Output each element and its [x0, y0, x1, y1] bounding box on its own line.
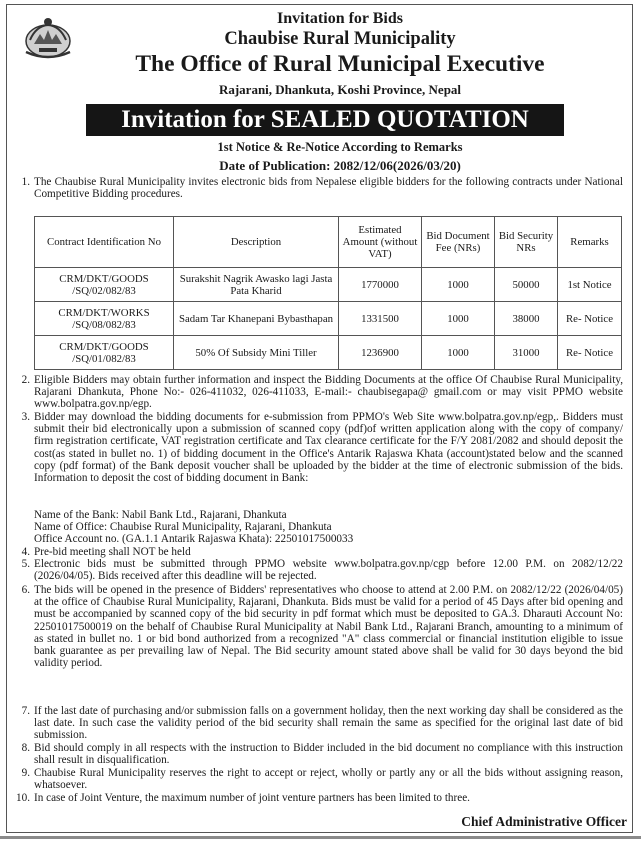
fee-cell: 1000: [422, 336, 495, 370]
table-header-row: [35, 217, 622, 268]
column-header: Remarks: [558, 217, 622, 268]
remarks-cell: Re- Notice: [558, 302, 622, 336]
description-cell: 50% Of Subsidy Mini Tiller: [174, 336, 339, 370]
clause-number: 10.: [16, 792, 30, 804]
clause-number: 5.: [21, 558, 30, 570]
table-row: [35, 302, 622, 336]
clause-text: Bid should comply in all respects with the instruction to Bidder included in the bid document no compliance with this instruction shall result in disqualification.: [34, 742, 623, 767]
clause-number: 6.: [21, 584, 30, 596]
amount-cell: 1770000: [339, 268, 422, 302]
table-row: [35, 268, 622, 302]
sealed-quotation-banner: Invitation for SEALED QUOTATION: [86, 104, 564, 136]
column-header: Description: [174, 217, 339, 268]
clause-text: Pre-bid meeting shall NOT be held: [34, 546, 191, 558]
clause-number: 4.: [21, 546, 30, 558]
remarks-cell: Re- Notice: [558, 336, 622, 370]
security-cell: 38000: [495, 302, 558, 336]
clause-text: If the last date of purchasing and/or submission falls on a government holiday, then the next working day shall be considered as the last date. In such case the validity period of the bid security shall remain the same as specified for the original last date of bid submission.: [34, 705, 623, 742]
security-cell: 50000: [495, 268, 558, 302]
column-header: Bid Security NRs: [495, 217, 558, 268]
signature-title: Chief Administrative Officer: [461, 814, 627, 829]
contract-id-cell: CRM/DKT/WORKS /SQ/08/082/83: [35, 302, 174, 336]
office-name-line: Name of Office: Chaubise Rural Municipality, Rajarani, Dhankuta: [34, 521, 332, 533]
municipality-name: Chaubise Rural Municipality: [224, 29, 456, 49]
amount-cell: 1331500: [339, 302, 422, 336]
notice-line: 1st Notice & Re-Notice According to Remarks: [217, 140, 463, 154]
clause-text: The bids will be opened in the presence of Bidders' representatives who choose to attend at 2.00 P.M. on 2082/12/22 (2026/04/05) at the office of Chaubise Rural Municipality, Rajarani, Dhankuta. Bids must be valid for a period of 45 Days after bid opening and must be accompanied by scanned copy of the bid security in pdf format which must be deposited to GA.3. Dharauti Account No: 22501017500019 on the behalf of Chaubise Rural Municipality at Nabil Bank Ltd., Rajarani Branch, amounting to a minimum of as stated in bullet no. 1 or bid bond authorized from a recognized "A" class commercial or financial institution eligible to issue bank guarantee as per prevailing law of Nepal. The Bid security amount stated above shall be valid for 30 days beyond the bid validity period.: [34, 584, 623, 670]
column-header: Estimated Amount (without VAT): [339, 217, 422, 268]
description-cell: Surakshit Nagrik Awasko lagi Jasta Pata Kharid: [174, 268, 339, 302]
contract-id-cell: CRM/DKT/GOODS /SQ/02/082/83: [35, 268, 174, 302]
clause-number: 2.: [21, 374, 30, 386]
column-header: Bid Document Fee (NRs): [422, 217, 495, 268]
clause-number: 3.: [21, 411, 30, 423]
clause-number: 7.: [21, 705, 30, 717]
account-number: Office Account no. (GA.1.1 Antarik Rajaswa Khata): 22501017500033: [34, 533, 354, 545]
remarks-cell: 1st Notice: [558, 268, 622, 302]
amount-cell: 1236900: [339, 336, 422, 370]
bids-table: [34, 216, 622, 370]
clause-text: Bidder may download the bidding documents for e-submission from PPMO's Web Site www.bolpatra.gov.np/egp,. Bidders must submit their bid electronically upon a submission of scanned copy (pdf)of written application along with the copy of company/ firm registration certificate, VAT registration certificate and Tax clearance certificate for the F/Y 2081/2082 and should deposit the cost(as stated in bullet no. 1) of bidding document in the Office's Antarik Rajaswa Khata (account)stated below and the scanned copy (pdf format) of the Bank deposit voucher shall be uploaded by the bidder at the time of electronic submission of the bids. Information to deposit the cost of bidding document in Bank:: [34, 411, 623, 485]
description-cell: Sadam Tar Khanepani Bybasthapan: [174, 302, 339, 336]
clause-text: The Chaubise Rural Municipality invites electronic bids from Nepalese eligible bidders for the following contracts under National Competitive Bidding procedures.: [34, 176, 623, 201]
clause-text: Eligible Bidders may obtain further information and inspect the Bidding Documents at the office Of Chaubise Rural Municipality, Rajarani Dhankuta, Phone No:- 026-411032, 026-411033, E-mail:- chaubisegapa@ gmail.com or may visit PPMO website www.bolpatra.gov.np/egp.: [34, 374, 623, 411]
security-cell: 31000: [495, 336, 558, 370]
office-name: The Office of Rural Municipal Executive: [135, 51, 545, 77]
table-row: [35, 336, 622, 370]
publication-date: Date of Publication: 2082/12/06(2026/03/20): [219, 158, 461, 173]
clause-number: 1.: [21, 176, 30, 188]
column-header: Contract Identification No: [35, 217, 174, 268]
bottom-divider: [0, 836, 641, 839]
clause-text: Chaubise Rural Municipality reserves the right to accept or reject, wholly or partly any or all the bids without assigning reason, whatsoever.: [34, 767, 623, 792]
bank-name: Name of the Bank: Nabil Bank Ltd., Rajarani, Dhankuta: [34, 509, 287, 521]
address: Rajarani, Dhankuta, Koshi Province, Nepal: [218, 82, 462, 97]
clause-number: 8.: [21, 742, 30, 754]
clause-text: In case of Joint Venture, the maximum number of joint venture partners has been limited to three.: [34, 792, 470, 804]
contract-id-cell: CRM/DKT/GOODS /SQ/01/082/83: [35, 336, 174, 370]
clause-text: Electronic bids must be submitted through PPMO website www.bolpatra.gov.np/cgp before 12.00 P.M. on 2082/12/22 (2026/04/05). Bids received after this deadline will be rejected.: [34, 558, 623, 583]
invitation-for-bids-heading: Invitation for Bids: [277, 10, 403, 27]
nepal-emblem-icon: [22, 16, 74, 62]
clause-number: 9.: [21, 767, 30, 779]
fee-cell: 1000: [422, 302, 495, 336]
fee-cell: 1000: [422, 268, 495, 302]
